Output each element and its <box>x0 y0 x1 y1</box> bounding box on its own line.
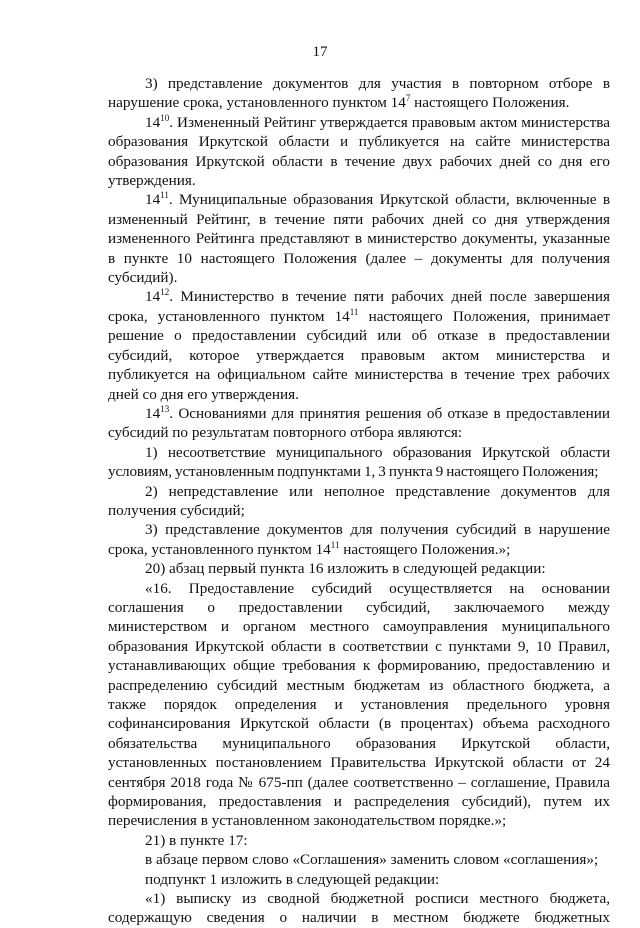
paragraph <box>108 520 610 559</box>
paragraph <box>108 579 610 831</box>
paragraph <box>108 831 610 850</box>
paragraph-text: 3) представление документов для участия в повторном отборе в нарушение срока, установленного пунктом 14 <box>108 75 610 112</box>
paragraph <box>108 482 610 521</box>
paragraph-text: настоящего Положения.»; <box>339 540 511 558</box>
paragraph <box>108 287 610 403</box>
paragraph <box>108 889 610 928</box>
paragraph <box>108 74 610 113</box>
superscript: 11 <box>349 306 359 317</box>
paragraph-text: 21) в пункте 17: <box>145 831 248 849</box>
paragraph-text: подпункт 1 изложить в следующей редакции: <box>145 870 440 888</box>
paragraph-text: настоящего Положения, принимает решение о предоставлении субсидий или об отказе в предоставлении субсидий, которое утверждается правовым актом министерства и публикуется на официальном сайте министерства в течение трех рабочих дней со дня его утверждения. <box>108 307 610 403</box>
paragraph <box>108 870 610 889</box>
paragraph-text: . Министерство в течение пяти рабочих дней после завершения срока, установленного пунктом 14 <box>108 288 610 325</box>
superscript: 11 <box>330 539 340 550</box>
paragraph <box>108 443 610 482</box>
paragraph-text: . Муниципальные образования Иркутской области, включенные в измененный Рейтинг, в течение пяти рабочих дней со дня утверждения измененного Рейтинга представляют в министерство документы, указанные в пункте 10 настоящего Положения (далее – документы для получения субсидий). <box>108 191 610 287</box>
paragraph-text: 14 <box>145 404 161 422</box>
paragraph-text: в абзаце первом слово «Соглашения» заменить словом «соглашения»; <box>145 851 599 869</box>
document-body <box>108 74 610 928</box>
paragraph-text: . Основаниями для принятия решения об отказе в предоставлении субсидий по результатам повторного отбора являются: <box>108 404 610 442</box>
paragraph-text: 20) абзац первый пункта 16 изложить в следующей редакции: <box>145 560 546 578</box>
paragraph-text: настоящего Положения. <box>410 94 570 112</box>
superscript: 12 <box>160 287 170 298</box>
page-number: 17 <box>312 44 328 60</box>
paragraph-text: «16. Предоставление субсидий осуществляется на основании соглашения о предоставлении субсидий, заключаемого между министерством и органом местного самоуправления муниципального образования Иркутской области в соответствии с пунктами 9, 10 Правил, устанавливающих общие требования к формированию, предоставлению и распределению субсидий местным бюджетам из областного бюджета, а также порядок определения и установления предельного уровня софинансирования Иркутской области (в процентах) объема расходного обязательства муниципального образования Иркутской области, установленных постановлением Правительства Иркутской области от 24 сентября 2018 года № 675-пп (далее соответственно – соглашение, Правила формирования, предоставления и распределения субсидий), путем их перечисления в установленном законодательством порядке.»; <box>108 579 610 830</box>
paragraph-text: «1) выписку из сводной бюджетной росписи местного бюджета, содержащую сведения о наличии в местном бюджете бюджетных <box>108 890 610 927</box>
paragraph-text: 14 <box>145 191 161 209</box>
superscript: 10 <box>160 112 170 123</box>
paragraph <box>108 113 610 191</box>
superscript: 7 <box>405 93 411 104</box>
paragraph-text: 3) представление документов для получения субсидий в нарушение срока, установленного пунктом 14 <box>108 521 610 558</box>
paragraph <box>108 559 610 578</box>
paragraph-text: 14 <box>145 288 161 306</box>
superscript: 11 <box>160 190 169 201</box>
paragraph-text: 1) несоответствие муниципального образования Иркутской области условиям, установленным подпунктами 1, 3 пункта 9 настоящего Положения; <box>108 443 610 481</box>
paragraph-text: 2) непредставление или неполное представление документов для получения субсидий; <box>108 482 610 519</box>
paragraph <box>108 404 610 443</box>
paragraph <box>108 190 610 287</box>
superscript: 13 <box>160 403 170 414</box>
paragraph-text: 14 <box>145 113 161 131</box>
paragraph <box>108 850 610 869</box>
paragraph-text: . Измененный Рейтинг утверждается правовым актом министерства образования Иркутской области и публикуется на сайте министерства образования Иркутской области в течение двух рабочих дней со дня его утверждения. <box>108 113 610 190</box>
